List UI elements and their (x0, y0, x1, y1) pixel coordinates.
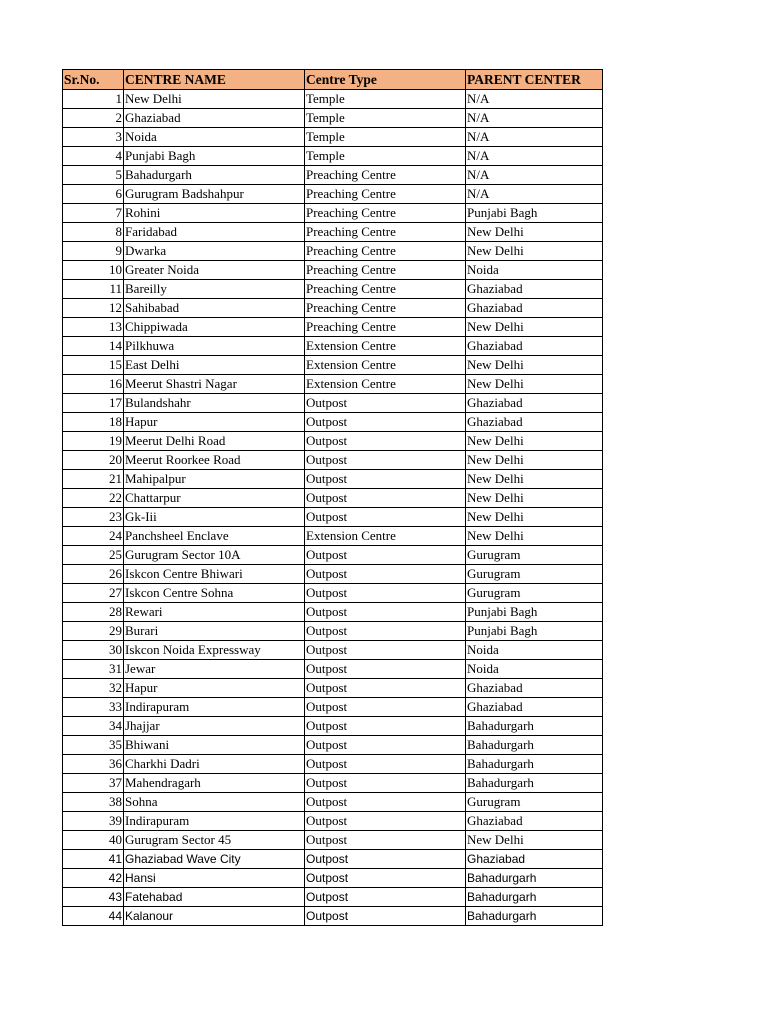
table-row (63, 584, 603, 603)
centre-name-cell: Sahibabad (124, 299, 305, 318)
sr-no-cell: 41 (63, 850, 124, 869)
centre-type-cell: Outpost (305, 394, 466, 413)
table-row (63, 90, 603, 109)
parent-center-cell: N/A (466, 147, 603, 166)
centre-name-cell: Chippiwada (124, 318, 305, 337)
centres-table (62, 69, 603, 926)
centre-type-cell: Outpost (305, 717, 466, 736)
table-row (63, 888, 603, 907)
parent-center-cell: Bahadurgarh (466, 755, 603, 774)
table-row (63, 565, 603, 584)
centre-type-cell: Outpost (305, 432, 466, 451)
sr-no-cell: 19 (63, 432, 124, 451)
parent-center-cell: New Delhi (466, 356, 603, 375)
sr-no-cell: 24 (63, 527, 124, 546)
sr-no-cell: 31 (63, 660, 124, 679)
parent-center-cell: Ghaziabad (466, 299, 603, 318)
centre-type-cell: Outpost (305, 831, 466, 850)
centre-type-cell: Outpost (305, 603, 466, 622)
sr-no-cell: 16 (63, 375, 124, 394)
parent-center-cell: Bahadurgarh (466, 774, 603, 793)
centre-type-cell: Temple (305, 128, 466, 147)
centre-name-cell: Punjabi Bagh (124, 147, 305, 166)
sr-no-cell: 23 (63, 508, 124, 527)
centre-name-cell: Gurugram Badshahpur (124, 185, 305, 204)
parent-center-cell: Punjabi Bagh (466, 622, 603, 641)
centre-type-cell: Extension Centre (305, 527, 466, 546)
centre-name-cell: Burari (124, 622, 305, 641)
parent-center-cell: Bahadurgarh (466, 736, 603, 755)
header-sr-no: Sr.No. (63, 70, 124, 90)
parent-center-cell: N/A (466, 128, 603, 147)
table-row (63, 717, 603, 736)
centre-name-cell: Sohna (124, 793, 305, 812)
centre-type-cell: Outpost (305, 508, 466, 527)
table-row (63, 166, 603, 185)
centre-name-cell: Dwarka (124, 242, 305, 261)
table-row (63, 432, 603, 451)
sr-no-cell: 43 (63, 888, 124, 907)
centre-name-cell: Jhajjar (124, 717, 305, 736)
parent-center-cell: New Delhi (466, 470, 603, 489)
sr-no-cell: 25 (63, 546, 124, 565)
sr-no-cell: 39 (63, 812, 124, 831)
centre-name-cell: Meerut Delhi Road (124, 432, 305, 451)
centre-name-cell: Iskcon Centre Bhiwari (124, 565, 305, 584)
table-row (63, 261, 603, 280)
parent-center-cell: Bahadurgarh (466, 907, 603, 926)
centre-name-cell: Gurugram Sector 45 (124, 831, 305, 850)
sr-no-cell: 13 (63, 318, 124, 337)
centre-type-cell: Outpost (305, 888, 466, 907)
parent-center-cell: Ghaziabad (466, 337, 603, 356)
sr-no-cell: 6 (63, 185, 124, 204)
parent-center-cell: Gurugram (466, 584, 603, 603)
table-row (63, 812, 603, 831)
sr-no-cell: 30 (63, 641, 124, 660)
centre-name-cell: Bahadurgarh (124, 166, 305, 185)
parent-center-cell: New Delhi (466, 527, 603, 546)
parent-center-cell: New Delhi (466, 831, 603, 850)
centre-name-cell: East Delhi (124, 356, 305, 375)
parent-center-cell: Ghaziabad (466, 280, 603, 299)
centre-type-cell: Temple (305, 90, 466, 109)
centre-type-cell: Preaching Centre (305, 261, 466, 280)
table-row (63, 527, 603, 546)
table-row (63, 337, 603, 356)
centre-name-cell: Hansi (124, 869, 305, 888)
parent-center-cell: Ghaziabad (466, 679, 603, 698)
centre-name-cell: Bareilly (124, 280, 305, 299)
table-row (63, 280, 603, 299)
parent-center-cell: Punjabi Bagh (466, 204, 603, 223)
centre-type-cell: Preaching Centre (305, 242, 466, 261)
centre-name-cell: Kalanour (124, 907, 305, 926)
sr-no-cell: 22 (63, 489, 124, 508)
centre-type-cell: Temple (305, 109, 466, 128)
table-row (63, 470, 603, 489)
centre-name-cell: Mahipalpur (124, 470, 305, 489)
centre-name-cell: Mahendragarh (124, 774, 305, 793)
table-row (63, 204, 603, 223)
parent-center-cell: N/A (466, 166, 603, 185)
centre-type-cell: Preaching Centre (305, 166, 466, 185)
centre-type-cell: Outpost (305, 451, 466, 470)
sr-no-cell: 29 (63, 622, 124, 641)
parent-center-cell: New Delhi (466, 508, 603, 527)
sr-no-cell: 44 (63, 907, 124, 926)
table-row (63, 603, 603, 622)
parent-center-cell: Ghaziabad (466, 698, 603, 717)
parent-center-cell: New Delhi (466, 432, 603, 451)
centre-type-cell: Preaching Centre (305, 223, 466, 242)
table-row (63, 546, 603, 565)
centre-type-cell: Outpost (305, 774, 466, 793)
centre-type-cell: Outpost (305, 565, 466, 584)
centre-name-cell: Meerut Roorkee Road (124, 451, 305, 470)
sr-no-cell: 12 (63, 299, 124, 318)
sr-no-cell: 28 (63, 603, 124, 622)
centre-name-cell: Hapur (124, 679, 305, 698)
parent-center-cell: N/A (466, 185, 603, 204)
centre-type-cell: Outpost (305, 755, 466, 774)
parent-center-cell: Bahadurgarh (466, 869, 603, 888)
parent-center-cell: New Delhi (466, 242, 603, 261)
sr-no-cell: 17 (63, 394, 124, 413)
sr-no-cell: 37 (63, 774, 124, 793)
parent-center-cell: New Delhi (466, 223, 603, 242)
sr-no-cell: 1 (63, 90, 124, 109)
centre-type-cell: Outpost (305, 660, 466, 679)
centre-name-cell: Pilkhuwa (124, 337, 305, 356)
table-row (63, 128, 603, 147)
sr-no-cell: 2 (63, 109, 124, 128)
table-row (63, 375, 603, 394)
centre-type-cell: Outpost (305, 736, 466, 755)
centre-type-cell: Outpost (305, 698, 466, 717)
centre-type-cell: Outpost (305, 489, 466, 508)
table-row (63, 299, 603, 318)
table-row (63, 698, 603, 717)
table-row (63, 413, 603, 432)
parent-center-cell: Ghaziabad (466, 850, 603, 869)
centre-name-cell: Iskcon Noida Expressway (124, 641, 305, 660)
table-row (63, 185, 603, 204)
centre-type-cell: Outpost (305, 907, 466, 926)
centre-type-cell: Preaching Centre (305, 318, 466, 337)
table-row (63, 109, 603, 128)
table-row (63, 850, 603, 869)
parent-center-cell: Noida (466, 641, 603, 660)
parent-center-cell: Gurugram (466, 546, 603, 565)
centre-name-cell: Charkhi Dadri (124, 755, 305, 774)
table-row (63, 394, 603, 413)
sr-no-cell: 21 (63, 470, 124, 489)
table-row (63, 641, 603, 660)
parent-center-cell: Noida (466, 660, 603, 679)
table-row (63, 793, 603, 812)
sr-no-cell: 3 (63, 128, 124, 147)
parent-center-cell: New Delhi (466, 451, 603, 470)
parent-center-cell: Gurugram (466, 565, 603, 584)
centre-name-cell: Ghaziabad (124, 109, 305, 128)
centre-name-cell: Gk-Iii (124, 508, 305, 527)
centre-name-cell: Bhiwani (124, 736, 305, 755)
centre-type-cell: Temple (305, 147, 466, 166)
table-row (63, 508, 603, 527)
parent-center-cell: New Delhi (466, 489, 603, 508)
table-row (63, 869, 603, 888)
centre-type-cell: Outpost (305, 546, 466, 565)
table-row (63, 622, 603, 641)
centre-name-cell: Greater Noida (124, 261, 305, 280)
centre-type-cell: Extension Centre (305, 337, 466, 356)
sr-no-cell: 18 (63, 413, 124, 432)
centre-type-cell: Extension Centre (305, 356, 466, 375)
centre-name-cell: Hapur (124, 413, 305, 432)
centre-name-cell: Faridabad (124, 223, 305, 242)
header-row (63, 70, 603, 90)
centre-type-cell: Outpost (305, 584, 466, 603)
centre-name-cell: Panchsheel Enclave (124, 527, 305, 546)
header-centre-type: Centre Type (305, 70, 466, 90)
parent-center-cell: New Delhi (466, 318, 603, 337)
centre-name-cell: Indirapuram (124, 698, 305, 717)
parent-center-cell: Punjabi Bagh (466, 603, 603, 622)
table-body (63, 90, 603, 926)
table-row (63, 489, 603, 508)
parent-center-cell: Gurugram (466, 793, 603, 812)
parent-center-cell: Bahadurgarh (466, 717, 603, 736)
parent-center-cell: Ghaziabad (466, 394, 603, 413)
table-row (63, 147, 603, 166)
table-row (63, 774, 603, 793)
table-row (63, 907, 603, 926)
centre-type-cell: Outpost (305, 641, 466, 660)
centre-name-cell: Fatehabad (124, 888, 305, 907)
centre-name-cell: Iskcon Centre Sohna (124, 584, 305, 603)
table-row (63, 679, 603, 698)
table-row (63, 318, 603, 337)
parent-center-cell: Ghaziabad (466, 812, 603, 831)
sr-no-cell: 11 (63, 280, 124, 299)
sr-no-cell: 26 (63, 565, 124, 584)
centre-name-cell: Gurugram Sector 10A (124, 546, 305, 565)
parent-center-cell: Bahadurgarh (466, 888, 603, 907)
centre-name-cell: Noida (124, 128, 305, 147)
centre-type-cell: Preaching Centre (305, 204, 466, 223)
table-row (63, 223, 603, 242)
table-row (63, 736, 603, 755)
centre-name-cell: Rohini (124, 204, 305, 223)
centre-name-cell: Bulandshahr (124, 394, 305, 413)
centre-type-cell: Outpost (305, 812, 466, 831)
centre-type-cell: Outpost (305, 470, 466, 489)
table-row (63, 660, 603, 679)
header-parent-center: PARENT CENTER (466, 70, 603, 90)
centre-name-cell: New Delhi (124, 90, 305, 109)
sr-no-cell: 7 (63, 204, 124, 223)
parent-center-cell: Ghaziabad (466, 413, 603, 432)
sr-no-cell: 14 (63, 337, 124, 356)
table-row (63, 831, 603, 850)
sr-no-cell: 27 (63, 584, 124, 603)
parent-center-cell: Noida (466, 261, 603, 280)
centre-type-cell: Outpost (305, 622, 466, 641)
table-row (63, 356, 603, 375)
centre-name-cell: Indirapuram (124, 812, 305, 831)
table-row (63, 451, 603, 470)
sr-no-cell: 8 (63, 223, 124, 242)
header-centre-name: CENTRE NAME (124, 70, 305, 90)
sr-no-cell: 15 (63, 356, 124, 375)
table-row (63, 755, 603, 774)
sr-no-cell: 34 (63, 717, 124, 736)
sr-no-cell: 42 (63, 869, 124, 888)
sr-no-cell: 5 (63, 166, 124, 185)
centre-name-cell: Ghaziabad Wave City (124, 850, 305, 869)
sr-no-cell: 33 (63, 698, 124, 717)
sr-no-cell: 36 (63, 755, 124, 774)
centre-type-cell: Outpost (305, 850, 466, 869)
sr-no-cell: 35 (63, 736, 124, 755)
sr-no-cell: 4 (63, 147, 124, 166)
centre-type-cell: Preaching Centre (305, 280, 466, 299)
sr-no-cell: 10 (63, 261, 124, 280)
parent-center-cell: N/A (466, 109, 603, 128)
centre-name-cell: Meerut Shastri Nagar (124, 375, 305, 394)
sr-no-cell: 20 (63, 451, 124, 470)
centre-type-cell: Outpost (305, 413, 466, 432)
parent-center-cell: New Delhi (466, 375, 603, 394)
table-row (63, 242, 603, 261)
centre-type-cell: Outpost (305, 869, 466, 888)
sr-no-cell: 32 (63, 679, 124, 698)
centre-name-cell: Jewar (124, 660, 305, 679)
centre-type-cell: Extension Centre (305, 375, 466, 394)
sr-no-cell: 40 (63, 831, 124, 850)
centre-type-cell: Preaching Centre (305, 185, 466, 204)
parent-center-cell: N/A (466, 90, 603, 109)
centre-type-cell: Preaching Centre (305, 299, 466, 318)
centre-type-cell: Outpost (305, 679, 466, 698)
centre-type-cell: Outpost (305, 793, 466, 812)
sr-no-cell: 38 (63, 793, 124, 812)
sr-no-cell: 9 (63, 242, 124, 261)
centre-name-cell: Chattarpur (124, 489, 305, 508)
centre-name-cell: Rewari (124, 603, 305, 622)
